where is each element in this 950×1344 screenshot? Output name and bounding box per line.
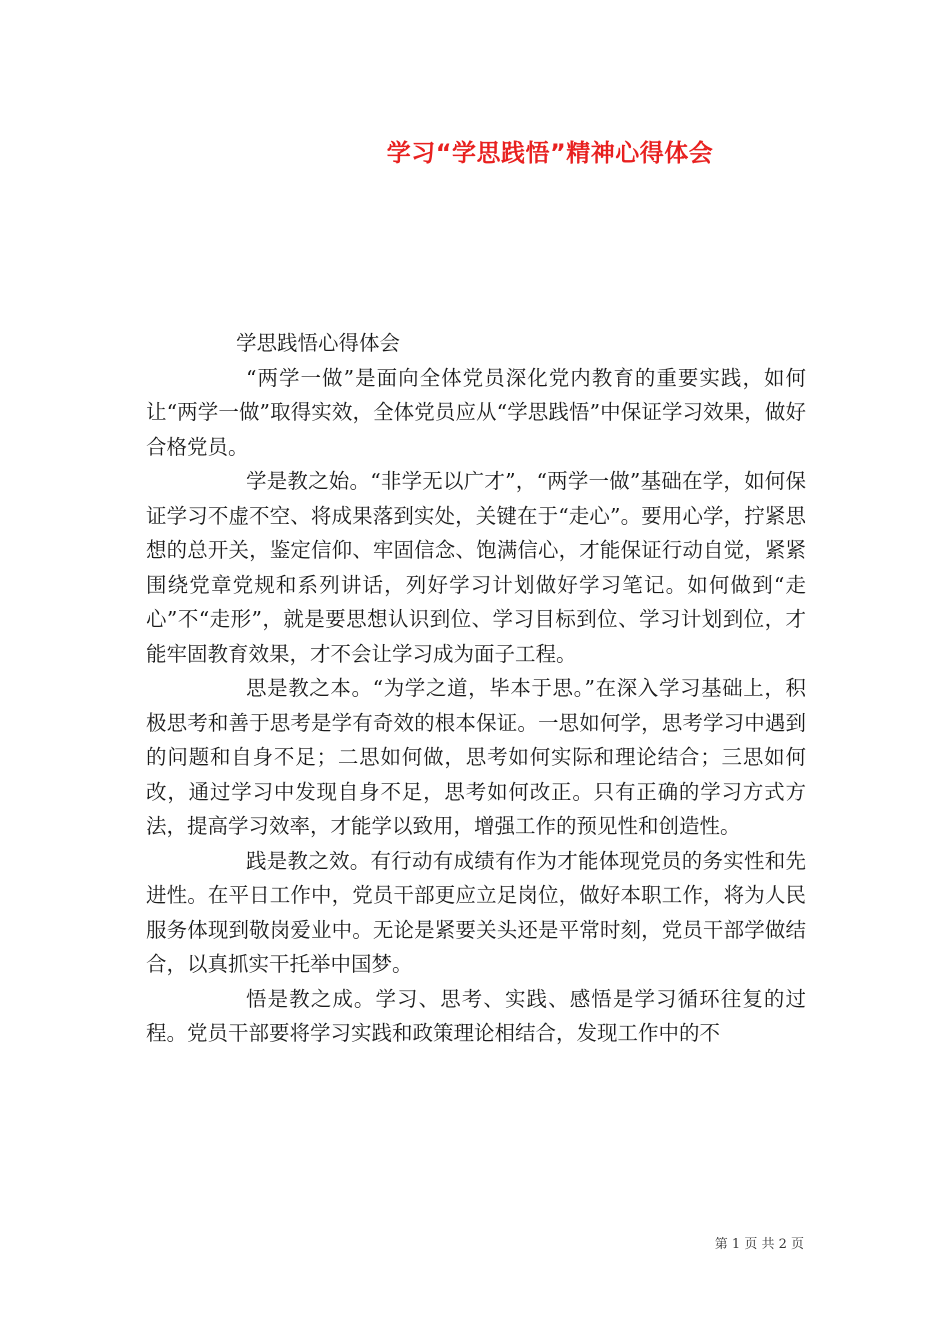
body-paragraph-heading: 学思践悟心得体会 [236,331,400,355]
body-paragraph: 学是教之始。“非学无以广才”，“两学一做”基础在学，如何保证学习不虚不空、将成果落到实处，关键在于“走心”。要用心学，拧紧思想的总开关，鉴定信仰、牢固信念、饱满信心，才能保证行动自觉，紧紧围绕党章党规和系列讲话，列好学习计划做好学习笔记。如何做到“走心”不“走形”，就是要思想认识到位、学习目标到位、学习计划到位，才能牢固教育效果，才不会让学习成为面子工程。 [146,469,806,666]
body-paragraph: 践是教之效。有行动有成绩有作为才能体现党员的务实性和先进性。在平日工作中，党员干部更应立足岗位，做好本职工作，将为人民服务体现到敬岗爱业中。无论是紧要关头还是平常时刻，党员干部学做结合，以真抓实干托举中国梦。 [146,848,806,976]
page-number-footer: 第 1 页 共 2 页 [714,1237,804,1252]
body-paragraph: 思是教之本。“为学之道，毕本于思。”在深入学习基础上，积极思考和善于思考是学有奇效的根本保证。一思如何学，思考学习中遇到的问题和自身不足；二思如何做，思考如何实际和理论结合；三思如何改，通过学习中发现自身不足，思考如何改正。只有正确的学习方式方法，提高学习效率，才能学以致用，增强工作的预见性和创造性。 [146,676,806,838]
document-body [146,326,806,1051]
document-title: 学习“学思践悟”精神心得体会 [386,139,714,167]
body-paragraph: 悟是教之成。学习、思考、实践、感悟是学习循环往复的过程。党员干部要将学习实践和政策理论相结合，发现工作中的不 [146,986,806,1045]
body-paragraph: “两学一做”是面向全体党员深化党内教育的重要实践，如何让“两学一做”取得实效，全体党员应从“学思践悟”中保证学习效果，做好合格党员。 [146,365,806,459]
